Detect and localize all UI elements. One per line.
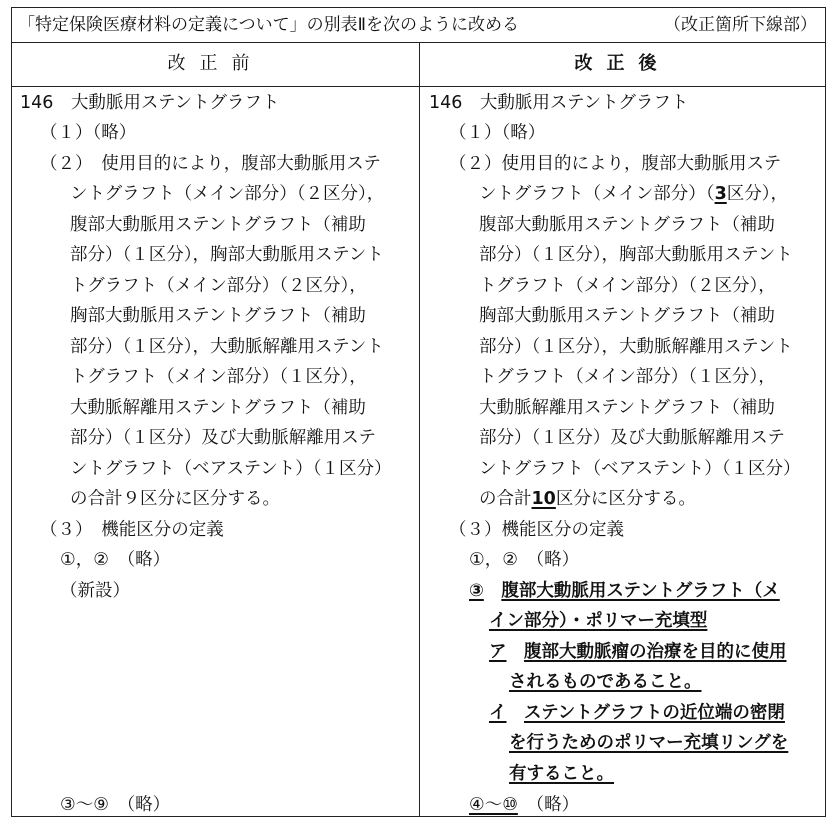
before-column [12, 88, 419, 816]
after-text: （略） [517, 795, 580, 815]
after-line: トグラフト（メイン部分）（２区分）， [479, 276, 776, 296]
changed-range: ④～⑩ [469, 795, 518, 815]
after-column [421, 88, 825, 816]
before-new-placeholder: （新設） [60, 581, 130, 601]
changed-value: 3 [714, 184, 727, 204]
after-line: ントグラフト（ベアステント）（１区分） [479, 459, 801, 479]
after-line: 部分）（１区分）及び大動脈解離用ステ [479, 428, 785, 448]
after-column-header: 改正後 [420, 42, 825, 87]
after-line: 大動脈解離用ステントグラフト（補助 [479, 398, 775, 418]
item-text-cont: 有すること。 [509, 764, 614, 784]
after-text: ントグラフト（メイン部分）（ [479, 184, 715, 204]
item-text: ステントグラフトの近位端の密閉 [524, 703, 785, 723]
item-text: 腹部大動脈瘤の治療を目的に使用 [524, 642, 787, 662]
before-line: 部分）（１区分）及び大動脈解離用ステ [70, 428, 376, 448]
changed-value: 10 [531, 489, 556, 509]
before-line: ①，② （略） [60, 550, 171, 570]
after-line: トグラフト（メイン部分）（１区分）， [479, 367, 776, 387]
before-line: 胸部大動脈用ステントグラフト（補助 [70, 306, 366, 326]
before-line: ントグラフト（ベアステント）（１区分） [70, 459, 392, 479]
before-line: 大動脈解離用ステントグラフト（補助 [70, 398, 366, 418]
amendment-table [11, 7, 826, 817]
before-line: 部分）（１区分），大動脈解離用ステント [70, 337, 384, 357]
item-text-cont: されるものであること。 [509, 672, 702, 692]
after-line: 部分）（１区分），胸部大動脈用ステント [479, 245, 793, 265]
document-title: 「特定保険医療材料の定義について」の別表Ⅱを次のように改める [18, 15, 520, 35]
after-line: ①，② （略） [469, 550, 580, 570]
column-divider [419, 42, 420, 816]
after-text: の合計 [479, 489, 532, 509]
after-line: （２）使用目的により，腹部大動脈用ステ [449, 154, 782, 174]
item-title: 腹部大動脈用ステントグラフト（メ [501, 581, 780, 601]
after-line [479, 179, 788, 209]
before-line: （２） 使用目的により，腹部大動脈用ステ [40, 154, 381, 174]
new-item-a [489, 637, 787, 667]
before-line: 腹部大動脈用ステントグラフト（補助 [70, 215, 366, 235]
before-line: 146 大動脈用ステントグラフト [20, 93, 280, 113]
before-line: の合計９区分に区分する。 [70, 489, 280, 509]
new-item-3 [469, 576, 780, 606]
underline-note: （改正箇所下線部） [664, 15, 817, 35]
after-line: 146 大動脈用ステントグラフト [429, 93, 689, 113]
new-item-i [489, 698, 785, 728]
item-text-cont: を行うためのポリマー充填リングを [509, 733, 789, 753]
item-number: イ [489, 703, 507, 723]
after-line [479, 484, 696, 514]
after-line: （１）（略） [449, 123, 546, 143]
before-line: ントグラフト（メイン部分）（２区分）， [70, 184, 385, 204]
title-row [12, 8, 825, 43]
after-text: 区分）， [726, 184, 788, 204]
before-line: （３） 機能区分の定義 [40, 520, 224, 540]
item-number: ③ [469, 581, 484, 601]
before-line: トグラフト（メイン部分）（２区分）， [70, 276, 367, 296]
before-line: トグラフト（メイン部分）（１区分）， [70, 367, 367, 387]
after-line [469, 790, 579, 820]
before-line: （１）（略） [40, 123, 137, 143]
after-text: 区分に区分する。 [555, 489, 696, 509]
before-line: ③～⑨ （略） [60, 795, 171, 815]
item-title-cont: イン部分）・ポリマー充填型 [489, 611, 708, 631]
item-number: ア [489, 642, 507, 662]
before-column-header: 改正前 [12, 42, 419, 87]
after-line: 部分）（１区分），大動脈解離用ステント [479, 337, 793, 357]
after-line: 腹部大動脈用ステントグラフト（補助 [479, 215, 775, 235]
after-line: （３）機能区分の定義 [449, 520, 624, 540]
before-line: 部分）（１区分），胸部大動脈用ステント [70, 245, 384, 265]
after-line: 胸部大動脈用ステントグラフト（補助 [479, 306, 775, 326]
